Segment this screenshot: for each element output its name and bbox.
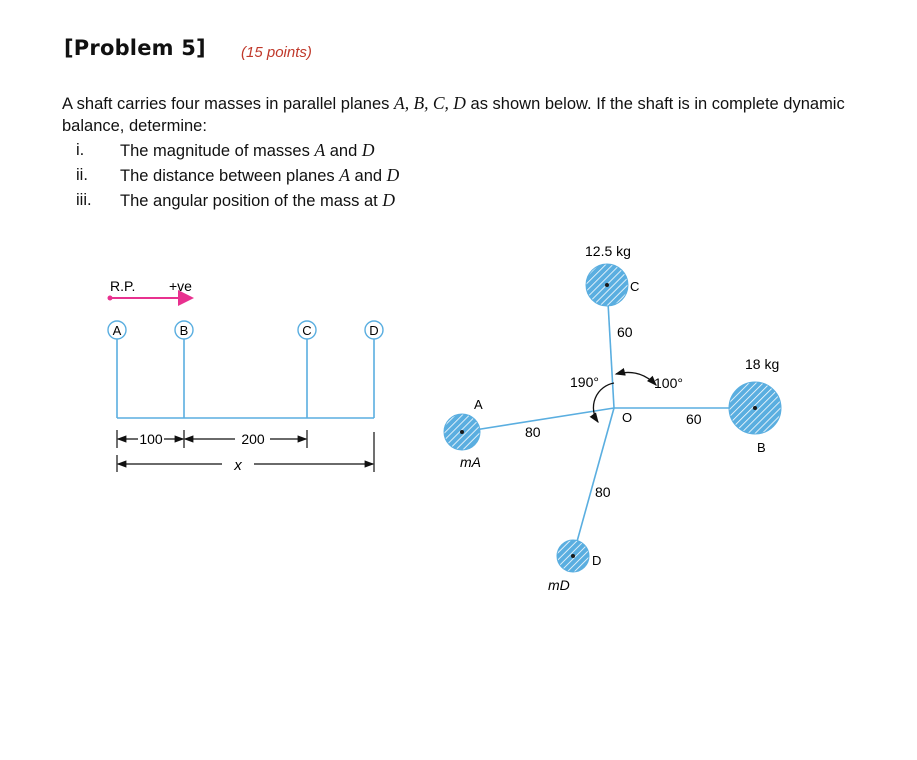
plane-a-marker [108,321,126,339]
plane-b-marker [175,321,193,339]
mass-a [444,414,480,450]
mass-c-value: 12.5 kg [585,243,631,259]
mass-b-label: B [757,440,766,455]
mass-a-value: mA [460,454,481,470]
mass-d-value: mD [548,577,570,593]
dimension-x-label: x [234,457,242,474]
angle-100-label: 100° [654,375,683,391]
center-label: O [622,410,633,425]
statement-intro: A shaft carries four masses in parallel planes [62,95,394,113]
dimension-bc-label: 200 [241,431,265,447]
shaft-diagram [108,278,384,474]
svg-text:D: D [369,323,379,338]
radius-c-label: 60 [617,324,633,340]
dimension-ab-label: 100 [139,431,163,447]
arm-d [573,408,614,556]
problem-title: [Problem 5] [64,36,206,60]
item-text: The distance between planes A and D [120,165,400,185]
statement-planes: A, B, C, D [394,93,466,113]
svg-text:B: B [179,323,189,338]
item-text: The magnitude of masses A and D [120,140,375,160]
problem-points: (15 points) [241,44,312,61]
item-number: ii. [76,166,88,184]
angle-diagram [444,243,781,593]
angle-190-label: 190° [570,374,599,390]
reference-plane-label: R.P. [110,278,136,294]
mass-a-label: A [474,397,483,412]
item-number: i. [76,141,85,159]
item-number: iii. [76,191,92,209]
mass-c-label: C [630,279,640,294]
plane-c-marker [298,321,316,339]
mass-b-value: 18 kg [745,356,780,372]
angle-100-arc [616,372,656,385]
radius-a-label: 80 [525,424,541,440]
mass-d-label: D [592,553,602,568]
mass-b [729,382,781,434]
positive-direction-label: +ve [169,278,192,294]
radius-b-label: 60 [686,411,702,427]
mass-c [586,264,628,306]
radius-d-label: 80 [595,484,611,500]
mass-d [557,540,589,572]
statement-rest: as shown below. If the shaft is in complete dynamic balance, determine: [62,95,845,135]
svg-text:A: A [112,323,122,338]
svg-text:C: C [302,323,312,338]
item-text: The angular position of the mass at D [120,190,395,210]
plane-d-marker [365,321,383,339]
